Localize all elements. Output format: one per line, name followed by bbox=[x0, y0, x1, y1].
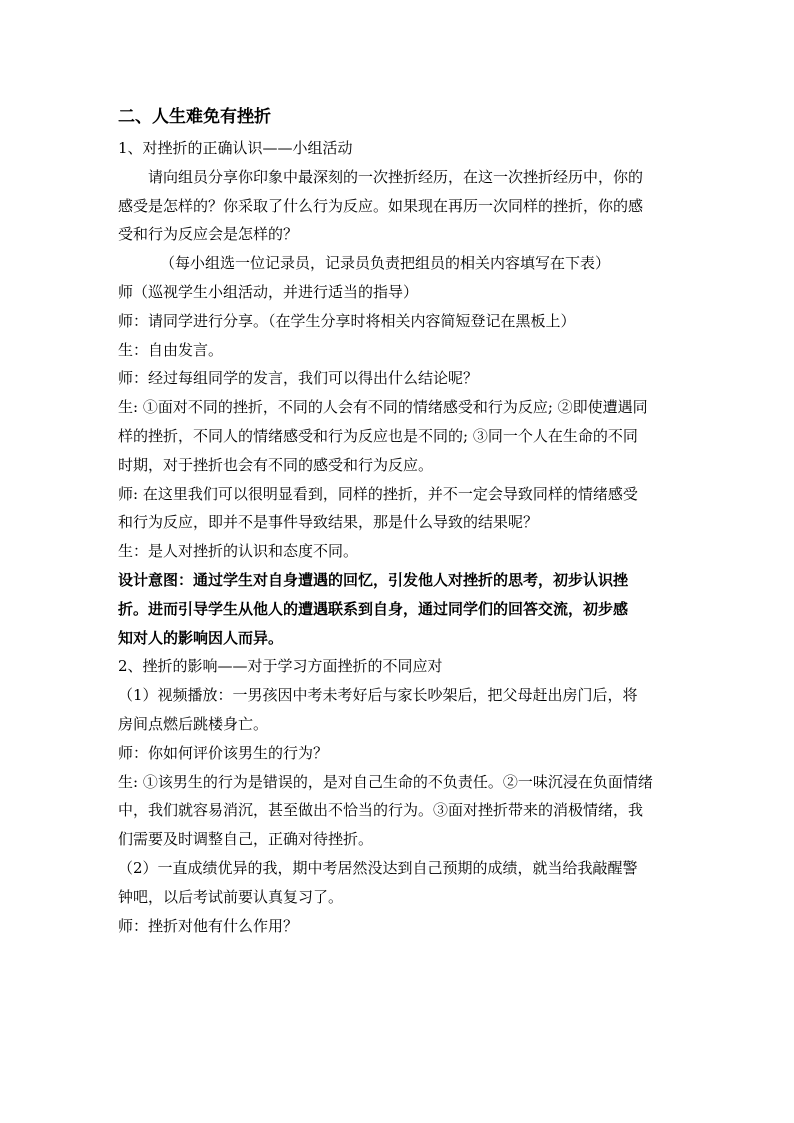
paragraph-student-speak: 生：自由发言。 bbox=[118, 340, 224, 359]
paragraph-student-conclusion bbox=[118, 393, 680, 479]
text-line: 受和行为反应会是怎样的？ bbox=[118, 225, 299, 244]
text-line: 设计意图：通过学生对自身遭遇的回忆，引发他人对挫折的思考，初步认识挫 bbox=[118, 570, 629, 589]
text-line: 知对人的影响因人而异。 bbox=[118, 628, 284, 647]
paragraph-teacher-effect: 师：挫折对他有什么作用？ bbox=[118, 916, 299, 935]
paragraph-case-two bbox=[118, 854, 680, 912]
paragraph-video-case bbox=[118, 681, 680, 739]
text-line: 折。进而引导学生从他人的遭遇联系到自身，通过同学们的回答交流，初步感 bbox=[118, 599, 629, 618]
subsection-title-1: 1、对挫折的正确认识——小组活动 bbox=[118, 139, 353, 157]
paragraph-design-intent bbox=[118, 566, 680, 652]
text-line: 样的挫折，不同人的情绪感受和行为反应也是不同的; ③同一个人在生命的不同 bbox=[118, 426, 638, 445]
paragraph-teacher-observe bbox=[118, 480, 680, 538]
text-line: 房间点燃后跳楼身亡。 bbox=[118, 714, 269, 733]
text-line: 时期，对于挫折也会有不同的感受和行为反应。 bbox=[118, 455, 434, 474]
section-title: 二、人生难免有挫折 bbox=[118, 107, 271, 127]
text-line: 师: 在这里我们可以很明显看到，同样的挫折，并不一定会导致同样的情绪感受 bbox=[118, 484, 638, 503]
text-line: 生: ①面对不同的挫折，不同的人会有不同的情绪感受和行为反应; ②即使遭遇同 bbox=[118, 398, 648, 417]
text-line: 钟吧，以后考试前要认真复习了。 bbox=[118, 887, 344, 906]
paragraph-student-evaluate bbox=[118, 768, 680, 854]
document-page bbox=[118, 100, 680, 940]
paragraph-teacher-evaluate: 师：你如何评价该男生的行为？ bbox=[118, 743, 329, 762]
text-line: 感受是怎样的？你采取了什么行为反应。如果现在再历一次同样的挫折，你的感 bbox=[118, 196, 644, 215]
paragraph-teacher-patrol: 师（巡视学生小组活动，并进行适当的指导） bbox=[118, 282, 419, 301]
paragraph-teacher-share: 师：请同学进行分享。（在学生分享时将相关内容简短登记在黑板上） bbox=[118, 311, 576, 330]
paragraph-recorder-note: （每小组选一位记录员，记录员负责把组员的相关内容填写在下表） bbox=[160, 254, 611, 273]
text-line: 生: ①该男生的行为是错误的，是对自己生命的不负责任。②一味沉浸在负面情绪 bbox=[118, 772, 653, 791]
text-line: 请向组员分享你印象中最深刻的一次挫折经历，在这一次挫折经历中，你的 bbox=[148, 167, 644, 186]
text-line: 们需要及时调整自己，正确对待挫折。 bbox=[118, 830, 374, 849]
subsection-title-2: 2、挫折的影响——对于学习方面挫折的不同应对 bbox=[118, 657, 443, 676]
text-line: 中，我们就容易消沉，甚至做出不恰当的行为。③面对挫折带来的消极情绪，我 bbox=[118, 801, 644, 820]
paragraph-share-prompt bbox=[118, 163, 680, 249]
text-line: （1）视频播放：一男孩因中考未考好后与家长吵架后，把父母赶出房门后，将 bbox=[118, 686, 638, 705]
paragraph-teacher-question: 师：经过每组同学的发言，我们可以得出什么结论呢？ bbox=[118, 369, 479, 388]
text-line: （2）一直成绩优异的我，期中考居然没达到自己预期的成绩，就当给我敲醒警 bbox=[118, 858, 638, 877]
paragraph-student-answer: 生：是人对挫折的认识和态度不同。 bbox=[118, 542, 359, 561]
text-line: 和行为反应，即并不是事件导致结果，那是什么导致的结果呢？ bbox=[118, 513, 539, 532]
